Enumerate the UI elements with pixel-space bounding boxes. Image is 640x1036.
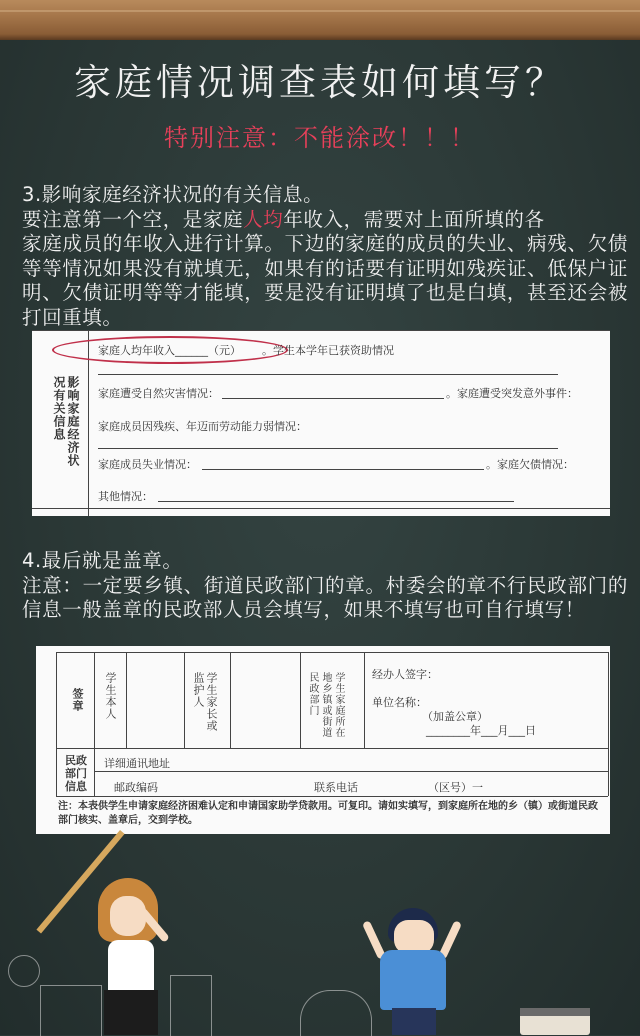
girl-skirt bbox=[104, 990, 158, 1035]
section4-heading: 4.最后就是盖章。 bbox=[22, 549, 183, 572]
highlight-per-capita: 人均 bbox=[243, 207, 284, 231]
form1-per-capita-income: 家庭人均年收入______（元） bbox=[98, 344, 241, 357]
form2-seal: （加盖公章） bbox=[422, 710, 488, 723]
form1-disability: 家庭成员因残疾、年迈而劳动能力弱情况： bbox=[98, 420, 307, 433]
page-title: 家庭情况调查表如何填写？ bbox=[74, 61, 566, 104]
form2-phone: 联系电话 bbox=[314, 781, 358, 794]
form2-civil-dept: 学生家庭所在地乡镇或街道民政部门 bbox=[307, 672, 344, 738]
seal-form bbox=[36, 646, 610, 834]
boy-legs bbox=[392, 1008, 436, 1035]
form2-civil-info: 民政部门信息 bbox=[65, 754, 87, 793]
form1-natural-disaster: 家庭遭受自然灾害情况： bbox=[98, 387, 219, 400]
form2-postcode: 邮政编码 bbox=[114, 781, 158, 794]
section3-line1 bbox=[22, 208, 628, 233]
section3-body: 家庭成员的年收入进行计算。下边的家庭的成员的失业、病残、欠债等等情况如果没有就填无，如果有的话要有证明如残疾证、低保户证明、欠债证明等等才能填，要是没有证明填了也是白填，甚至还会被打回重填。 bbox=[22, 232, 628, 329]
section4-text bbox=[22, 549, 628, 623]
form1-unemployment: 家庭成员失业情况： bbox=[98, 458, 197, 471]
chalkboard-eraser bbox=[520, 1008, 590, 1035]
form1-debt: 。家庭欠债情况： bbox=[486, 458, 574, 471]
boy-face bbox=[394, 920, 434, 954]
section3-text bbox=[22, 183, 628, 330]
section3-line1-pre: 要注意第一个空，是家庭 bbox=[22, 207, 244, 231]
form2-address: 详细通讯地址 bbox=[104, 757, 170, 770]
section3-line1-post: 年收入，需要对上面所填的各 bbox=[283, 207, 545, 231]
section4-body: 注意：一定要乡镇、街道民政部门的章。村委会的章不行民政部门的信息一般盖章的民政部人员会填写，如果不填写也可自行填写！ bbox=[22, 573, 628, 621]
form1-accident: 。家庭遭受突发意外事件： bbox=[446, 387, 578, 400]
form2-guardian: 学生家长或监护人 bbox=[192, 672, 218, 732]
boy-body bbox=[380, 950, 446, 1010]
form2-student: 学生本人 bbox=[104, 672, 117, 720]
special-notice: 特别注意：不能涂改！！！ bbox=[164, 124, 476, 152]
economic-info-form bbox=[32, 330, 610, 516]
form2-unit: 单位名称： bbox=[372, 696, 427, 709]
form1-aid-received: 。学生本学年已获资助情况 bbox=[262, 344, 394, 357]
section3-heading: 3.影响家庭经济状况的有关信息。 bbox=[22, 183, 324, 206]
form2-sign-label: 签章 bbox=[71, 688, 84, 712]
form2-area-code: （区号）一 bbox=[428, 781, 483, 794]
chalk-building-doodle bbox=[170, 975, 212, 1036]
form2-handler: 经办人签字： bbox=[372, 668, 438, 681]
form2-footnote: 注：本表供学生申请家庭经济困难认定和申请国家助学贷款用。可复印。请如实填写，到家庭所在地的乡（镇）或街道民政部门核实、盖章后，交到学校。 bbox=[58, 801, 598, 826]
form1-side-label: 影响家庭经济状况有关信息 bbox=[52, 376, 80, 467]
chalk-sun-doodle bbox=[8, 955, 40, 987]
chalk-cloud-doodle bbox=[300, 990, 372, 1036]
chalk-house-doodle bbox=[40, 985, 102, 1036]
form2-date: ________年___月___日 bbox=[426, 724, 536, 737]
form1-other: 其他情况： bbox=[98, 490, 153, 503]
wood-frame-top bbox=[0, 0, 640, 40]
